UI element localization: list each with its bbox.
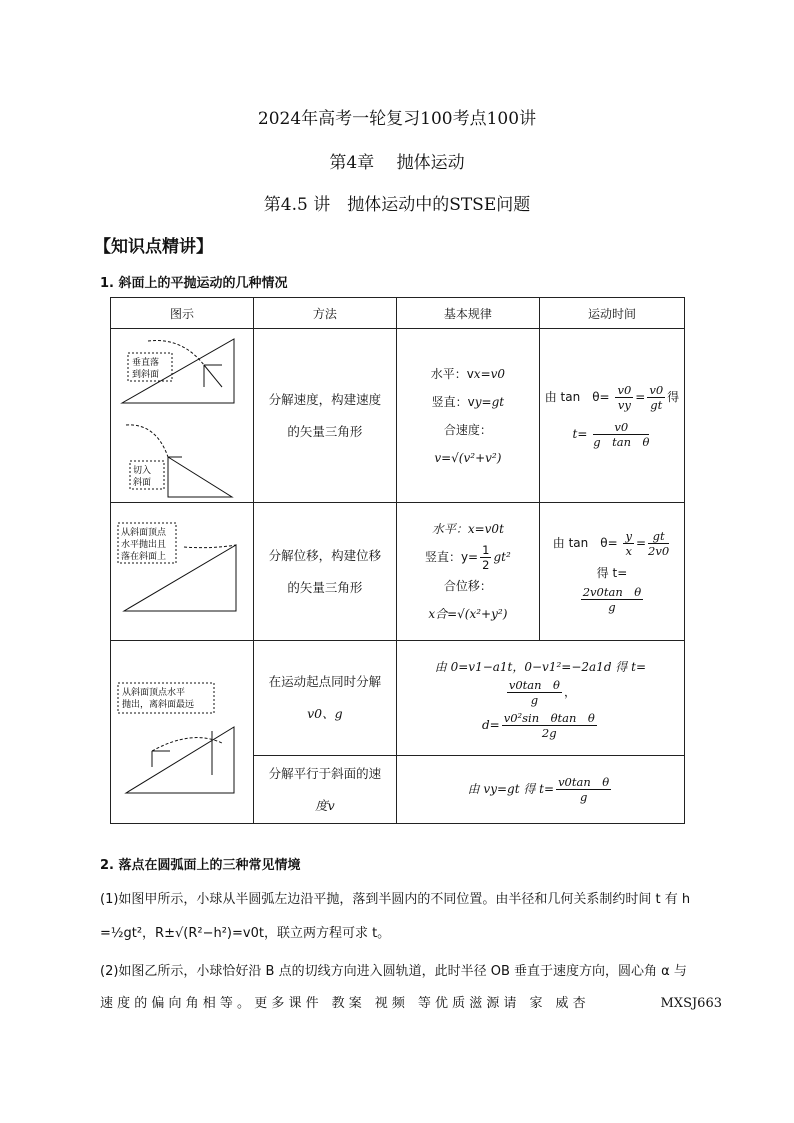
method-line: 度v [315, 797, 335, 813]
table-row [111, 329, 685, 503]
col-header: 方法 [253, 298, 396, 329]
law-line: 竖直：y= $\frac{1}{2}$ gt² [424, 543, 511, 572]
law-line: 竖直：vy=gt [431, 394, 505, 409]
law-formula: v=√(v²+v²) [434, 450, 502, 465]
lecture-title: 第4.5 讲 抛体运动中的STSE问题 [263, 195, 531, 215]
method-cell [253, 641, 396, 756]
part2-heading: 2. 落点在圆弧面上的三种常见情境 [100, 858, 301, 873]
time-cell [539, 503, 684, 641]
time-cell [539, 329, 684, 503]
col-header: 基本规律 [396, 298, 539, 329]
law-cell [396, 641, 684, 756]
paragraph: (1)如图甲所示，小球从半圆弧左边沿平抛，落到半圆内的不同位置。由半径和几何关系制约时间 t 有 h [100, 892, 691, 907]
section-heading: 【知识点精讲】 [94, 237, 213, 257]
fig-label: 抛出，离斜面最远 [121, 700, 194, 710]
law-cell: 由 vy=gt 得 t= $\frac{\text{v0tan θ}}{g}$ [396, 756, 684, 824]
figure-cell [111, 503, 254, 641]
method-line: 的矢量三角形 [287, 423, 363, 439]
col-header: 运动时间 [539, 298, 684, 329]
table-row [111, 503, 685, 641]
law-line: 由 0=v1−a1t，0−v1²=−2a1d 得 t= [434, 660, 647, 674]
fig-label: 到斜面 [131, 370, 159, 380]
time-mid: 得 t= [596, 566, 628, 580]
fig-label: 落在斜面上 [120, 552, 166, 562]
table-header-row [111, 298, 685, 329]
law-formula: x合=√(x²+y²) [428, 607, 508, 621]
time-result: t= $\frac{v0}{\text{g tan θ}}$ [572, 419, 650, 449]
part1-heading: 1. 斜面上的平抛运动的几种情况 [100, 276, 288, 291]
slope-displacement-figure [112, 505, 252, 635]
projectile-table [110, 297, 685, 824]
method-cell [253, 503, 396, 641]
law-line: 水平：x=v0t [431, 522, 504, 536]
figure-cell [111, 329, 254, 503]
figure-cell [111, 641, 254, 824]
table-row [111, 641, 685, 756]
law-line: 水平：vx=v0 [430, 366, 506, 381]
fig-label: 从斜面顶点水平 [121, 688, 185, 698]
law-line: 合位移： [443, 579, 492, 593]
slope-farthest-figure [112, 643, 252, 818]
paragraph: =½gt²，R±√(R²−h²)=v0t，联立两方程可求 t。 [100, 926, 391, 941]
time-line: 由 tan θ= $\frac{y}{x}$ = $\frac{gt}{2v0}$ [552, 529, 670, 558]
paragraph: 速 度 的 偏 向 角 相 等 。 更 多 课 件 教 案 视 频 等 优 质 滋 源 请 家 威 杏 MXSJ663 [100, 994, 722, 1014]
fig-label: 垂直落 [131, 358, 159, 368]
watermark-code: MXSJ663 [660, 996, 722, 1011]
method-line: 在运动起点同时分解 [268, 674, 382, 689]
chapter-title: 第4章 抛体运动 [329, 153, 465, 173]
fig-label: 切入 [132, 466, 151, 476]
fig-label: 斜面 [132, 478, 151, 488]
fig-label: 水平抛出且 [120, 540, 166, 550]
time-result: $\frac{\text{2v0tan θ}}{g}$ [582, 585, 642, 614]
doc-title: 2024年高考一轮复习100考点100讲 [257, 109, 537, 129]
paragraph: (2)如图乙所示，小球恰好沿 B 点的切线方向进入圆轨道，此时半径 OB 垂直于速度方向，圆心角 α 与 [100, 964, 687, 979]
law-cell [396, 329, 539, 503]
law-line: 合速度： [443, 422, 492, 437]
law-cell [396, 503, 539, 641]
method-line: 分解位移，构建位移 [268, 547, 382, 563]
fig-label: 从斜面顶点 [120, 528, 166, 538]
method-line: 分解平行于斜面的速 [268, 765, 382, 781]
method-cell [253, 329, 396, 503]
col-header: 图示 [111, 298, 254, 329]
slope-velocity-figure [112, 329, 252, 499]
law-line: d= $\frac{\text{v0²sin θtan θ}}{2g}$ [481, 711, 595, 740]
time-line: 由 tan θ= $\frac{v0}{vy}$ = $\frac{v0}{gt}$ 得 [544, 382, 680, 412]
method-line: v0、g [307, 706, 343, 721]
method-line: 分解速度，构建速度 [268, 391, 382, 407]
method-line: 的矢量三角形 [287, 579, 363, 595]
method-cell [253, 756, 396, 824]
law-line: $\frac{\text{v0tan θ}}{g}$ ， [508, 678, 576, 707]
